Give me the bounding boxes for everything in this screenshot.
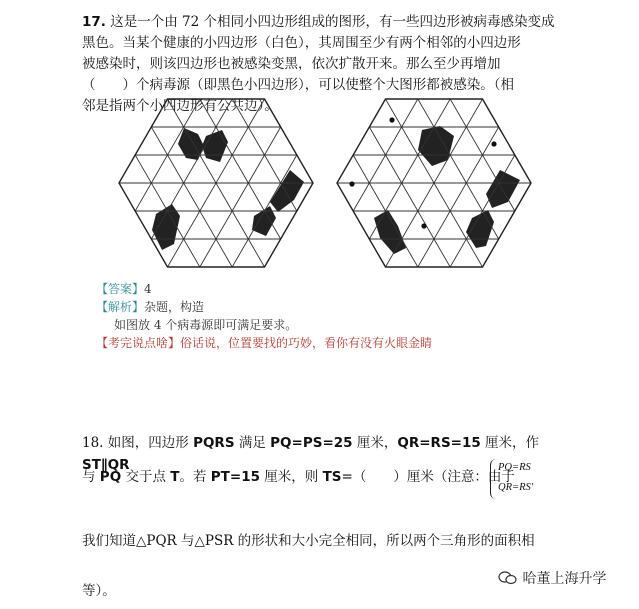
analysis-value: 杂题，构造 [144, 300, 205, 314]
question-line: （ ）个病毒源（即黑色小四边形），可以使整个大图形都被感染。（相 [82, 77, 514, 93]
analysis-line [96, 299, 204, 316]
answer-line [96, 281, 152, 298]
virus-dot [421, 223, 426, 228]
explanation-line [114, 317, 297, 334]
hint-value: 俗话说，位置要找的巧妙，看你有没有火眼金睛 [180, 336, 433, 350]
q18-math: PQ=PS=25 [270, 435, 353, 451]
note-brace [490, 459, 560, 503]
question-18-line-2 [82, 466, 552, 488]
q18-math: QR=RS=15 [397, 435, 481, 451]
q18-text: 厘米， [352, 435, 398, 451]
brace-icon [490, 459, 497, 499]
q18-text: 满足 [234, 435, 271, 451]
q18-text: 与 [82, 469, 100, 485]
q18-math: PQRS [193, 435, 235, 451]
q18-math: PT=15 [210, 469, 260, 485]
hint-tag: 【考完说点啥】 [96, 336, 181, 350]
infected-region [270, 170, 304, 212]
q18-math: PQ [99, 469, 122, 485]
question-18-line-3: 我们知道△PQR 与△PSR 的形状和大小完全相同，所以两个三角形的面积相 [82, 533, 535, 549]
wechat-icon [498, 571, 518, 585]
question-18-line-4: 等）。 [82, 583, 116, 599]
answer-tag: 【答案】 [96, 282, 145, 296]
q18-math: T [170, 469, 180, 485]
hexagon-figure-right [336, 98, 532, 268]
grid-lines [118, 98, 314, 268]
grid-lines [336, 98, 532, 268]
question-number: 17. [82, 14, 106, 30]
question-line: 黑色。当某个健康的小四边形（白色），其周围至少有两个相邻的小四边形 [82, 35, 521, 51]
explanation-text: 如图放 4 个病毒源即可满足要求。 [114, 318, 298, 332]
watermark [498, 568, 606, 588]
question-line: 邻是指两个小四边形有公共边）。 [82, 98, 278, 114]
virus-dot [491, 141, 496, 146]
virus-dot [389, 117, 394, 122]
question-line: 被感染时，则该四边形也被感染变黑，依次扩散开来。那么至少再增加 [82, 56, 501, 72]
answer-value: 4 [144, 282, 152, 296]
q18-text: 厘米，作 [480, 435, 540, 451]
analysis-tag: 【解析】 [96, 300, 145, 314]
infected-region [202, 130, 228, 162]
q18-math: ST∥QR [82, 457, 130, 473]
hexagon-figure-left [118, 98, 314, 268]
virus-dot [349, 181, 354, 186]
question-line: 这是一个由 72 个相同小四边形组成的图形，有一些四边形被病毒感染变成 [110, 14, 555, 30]
q18-text: 。若 [179, 469, 211, 485]
watermark-text: 哈董上海升学 [522, 571, 607, 587]
infected-region [374, 210, 406, 254]
brace-line-1: PQ=RS [498, 462, 531, 473]
q18-text: 厘米，则 [259, 469, 323, 485]
q18-text: 交于点 [121, 469, 171, 485]
q18-text: =（ ）厘米（注意：由于 [341, 469, 515, 485]
q18-text: 18. 如图，四边形 [82, 435, 194, 451]
q18-math: TS [322, 469, 342, 485]
hint-line [96, 335, 432, 352]
brace-line-2: QR=RS' [498, 482, 533, 493]
